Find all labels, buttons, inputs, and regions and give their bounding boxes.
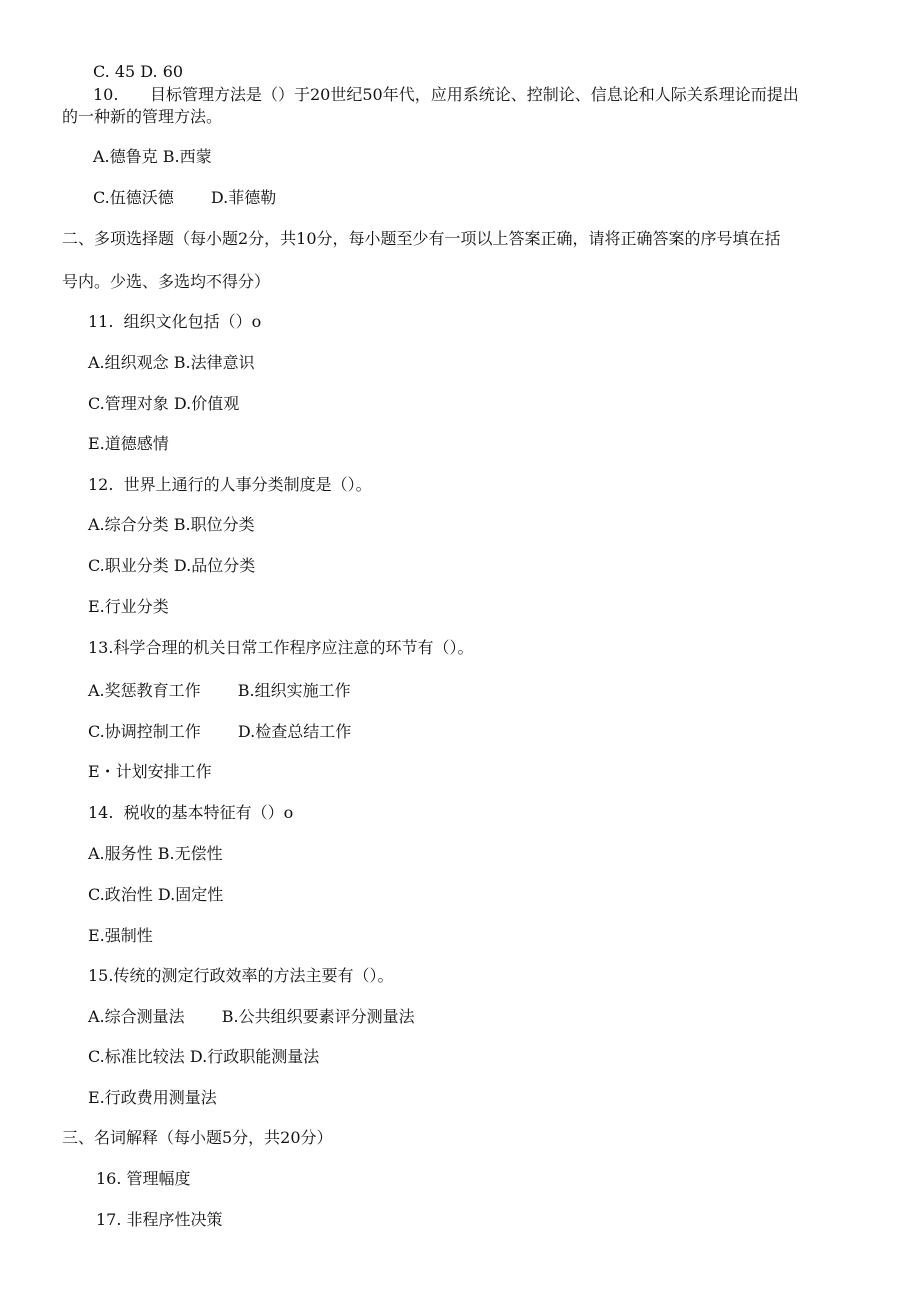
q11-options-ab: A.组织观念 B.法律意识 — [88, 353, 255, 372]
q16-term: 16. 管理幅度 — [96, 1169, 191, 1188]
q10-number: 10. — [93, 85, 119, 104]
section3-heading: 三、名词解释（每小题5分，共20分） — [62, 1128, 333, 1147]
q15-stem: 15.传统的测定行政效率的方法主要有（）。 — [88, 966, 394, 985]
q13-options-cd: C.协调控制工作 D.检查总结工作 — [88, 722, 352, 741]
section2-heading-line2: 号内。少选、多选均不得分） — [62, 272, 271, 291]
q12-stem: 12. 世界上通行的人事分类制度是（）。 — [88, 475, 372, 494]
q15-options-cd: C.标准比较法 D.行政职能测量法 — [88, 1047, 320, 1066]
q10-options-cd: C.伍德沃德 D.菲德勒 — [93, 188, 277, 207]
q14-stem: 14. 税收的基本特征有（）o — [88, 803, 294, 822]
q10-options-ab: A.德鲁克 B.西蒙 — [93, 147, 212, 166]
q11-option-e: E.道德感情 — [88, 434, 169, 453]
q10-stem-line1: 目标管理方法是（）于20世纪50年代，应用系统论、控制论、信息论和人际关系理论而提出 — [150, 85, 799, 104]
q11-options-cd: C.管理对象 D.价值观 — [88, 394, 240, 413]
q12-options-cd: C.职业分类 D.品位分类 — [88, 556, 256, 575]
q13-options-ab: A.奖惩教育工作 B.组织实施工作 — [88, 681, 351, 700]
q11-stem: 11. 组织文化包括（）o — [88, 312, 262, 331]
q13-stem: 13.科学合理的机关日常工作程序应注意的环节有（）。 — [88, 638, 474, 657]
q17-term: 17. 非程序性决策 — [96, 1210, 223, 1229]
q12-option-e: E.行业分类 — [88, 597, 169, 616]
q12-options-ab: A.综合分类 B.职位分类 — [88, 515, 255, 534]
q10-stem-line2: 的一种新的管理方法。 — [62, 107, 223, 126]
q14-options-ab: A.服务性 B.无偿性 — [88, 844, 223, 863]
q15-option-e: E.行政费用测量法 — [88, 1088, 217, 1107]
q15-options-ab: A.综合测量法 B.公共组织要素评分测量法 — [88, 1007, 415, 1026]
q9-options-cd: C. 45 D. 60 — [93, 62, 184, 81]
section2-heading-line1: 二、多项选择题（每小题2分，共10分，每小题至少有一项以上答案正确，请将正确答案的序号填在括 — [62, 229, 781, 248]
q14-option-e: E.强制性 — [88, 926, 153, 945]
q14-options-cd: C.政治性 D.固定性 — [88, 885, 224, 904]
q13-option-e: E・计划安排工作 — [88, 762, 212, 781]
